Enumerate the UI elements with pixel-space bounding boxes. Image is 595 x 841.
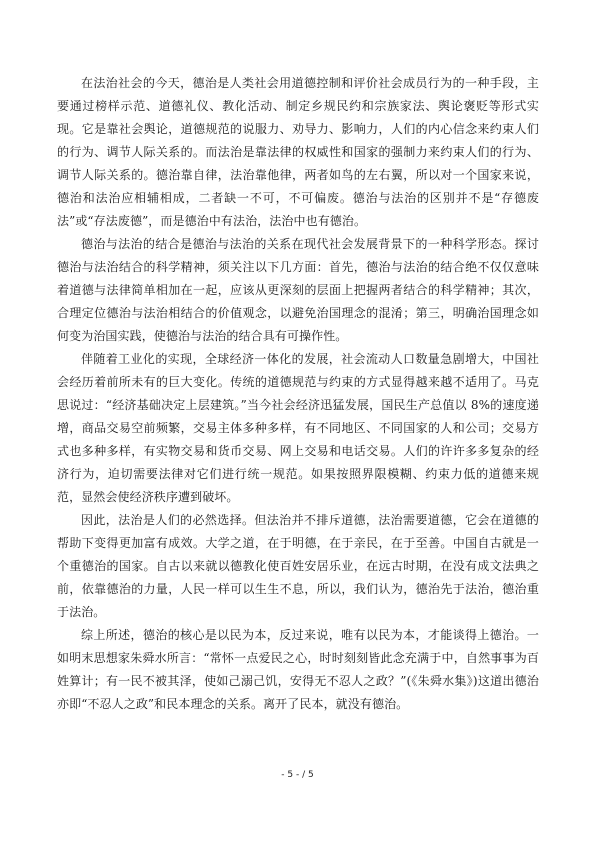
document-body: [57, 72, 539, 716]
paragraph-2: 德治与法治的结合是德治与法治的关系在现代社会发展背景下的一种科学形态。探讨德治与法治结合的科学精神，须关注以下几方面：首先，德治与法治的结合绝不仅仅意味着道德与法律简单相加在一起，应该从更深刻的层面上把握两者结合的科学精神；其次，合理定位德治与法治相结合的价值观念，以避免治国理念的混淆；第三，明确治国理念如何变为治国实践，使德治与法治的结合具有可操作性。: [57, 237, 539, 343]
paragraph-1: 在法治社会的今天，德治是人类社会用道德控制和评价社会成员行为的一种手段，主要通过榜样示范、道德礼仪、教化活动、制定乡规民约和宗族家法、舆论褒贬等形式实现。它是靠社会舆论，道德规范的说服力、劝导力、影响力，人们的内心信念来约束人们的行为、调节人际关系的。而法治是靠法律的权威性和国家的强制力来约束人们的行为、调节人际关系的。德治靠自律，法治靠他律，两者如鸟的左右翼，所以对一个国家来说，德治和法治应相辅相成，二者缺一不可，不可偏废。德治与法治的区别并不是“存德废法”或“存法废德”，而是德治中有法治，法治中也有德治。: [57, 76, 539, 228]
paragraph-5: 综上所述，德治的核心是以民为本，反过来说，唯有以民为本，才能谈得上德治。一如明末思想家朱舜水所言：“常怀一点爱民之心，时时刻刻皆此念充满于中，自然事事为百姓算计；有一民不被其泽，使如己溺己饥，安得无不忍人之政？”(《朱舜水集》)这道出德治亦即“不忍人之政”和民本理念的关系。离开了民本，就没有德治。: [57, 628, 539, 711]
page-number: - 5 - / 5: [281, 770, 314, 780]
paragraph-4: 因此，法治是人们的必然选择。但法治并不排斥道德，法治需要道德，它会在道德的帮助下变得更加富有成效。大学之道，在于明德，在于亲民，在于至善。中国自古就是一个重德治的国家。自古以来就以德教化使百姓安居乐业，在远古时期，在没有成文法典之前，依靠德治的力量，人民一样可以生生不息，所以，我们认为，德治先于法治，德治重于法治。: [57, 513, 539, 619]
paragraph-3: 伴随着工业化的实现，全球经济一体化的发展，社会流动人口数量急剧增大，中国社会经历着前所未有的巨大变化。传统的道德规范与约束的方式显得越来越不适用了。马克思说过：“经济基础决定上层建筑。”当今社会经济迅猛发展，国民生产总值以 8%的速度递增，商品交易空前频繁，交易主体多种多样，有不同地区、不同国家的人和公司；交易方式也多种多样，有实物交易和货币交易、网上交易和电话交易。人们的许许多多复杂的经济行为，迫切需要法律对它们进行统一规范。如果按照界限模糊、约束力低的道德来规范，显然会使经济秩序遭到破坏。: [57, 352, 539, 504]
